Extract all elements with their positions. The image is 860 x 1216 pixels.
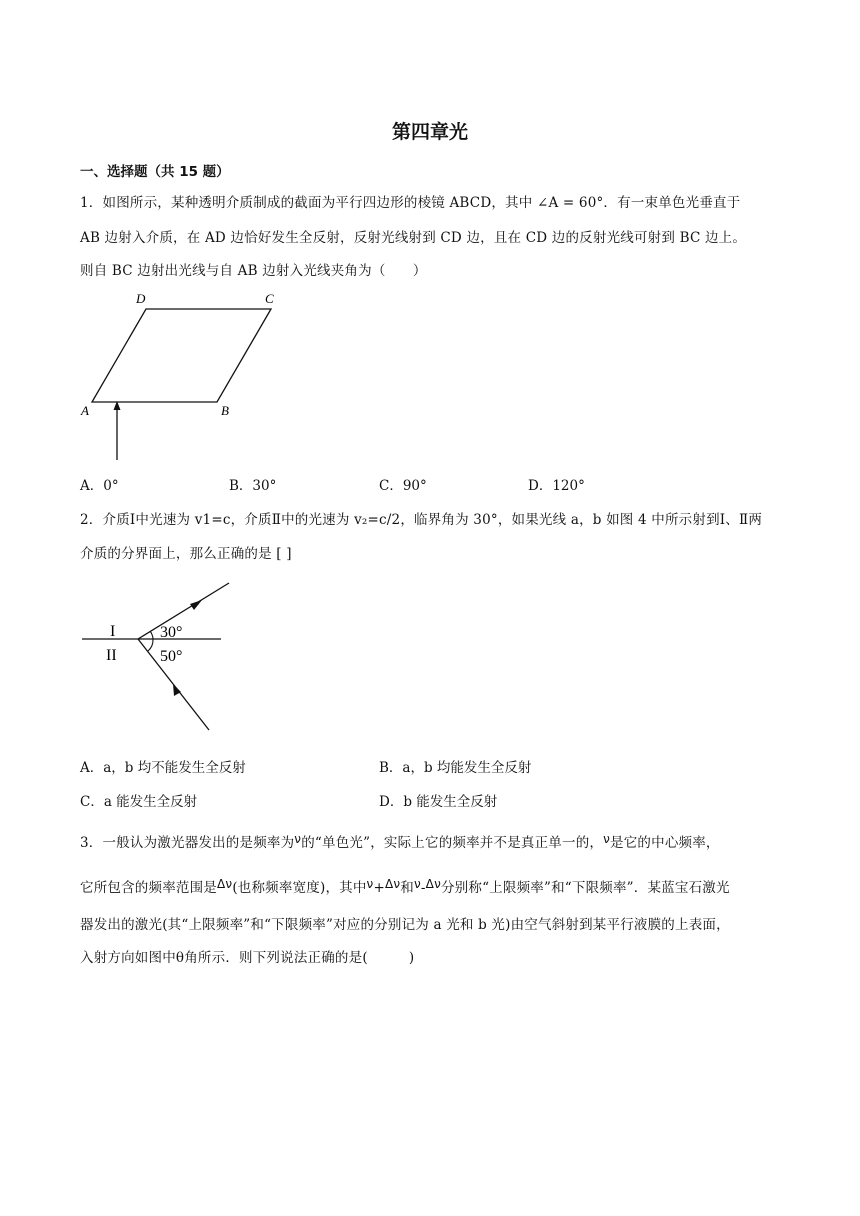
nu-symbol: ν [603, 832, 611, 846]
label-d: D [136, 291, 146, 306]
q1-parallelogram-figure [78, 288, 298, 466]
parallelogram-abcd [92, 309, 271, 402]
arrow-head-icon [173, 684, 181, 696]
q2-option-a: A．a，b 均不能发生全反射 [80, 760, 246, 776]
section-heading: 一、选择题（共 15 题） [80, 164, 230, 180]
q1-text-line-3: 则自 BC 边射出光线与自 AB 边射入光线夹角为（ ） [80, 263, 427, 279]
nu-symbol: ν [294, 832, 302, 846]
q1-option-c: C．90° [379, 478, 427, 494]
ray-a [138, 583, 229, 639]
q1-option-d: D．120° [528, 478, 585, 494]
angle-50-label: 50° [160, 648, 183, 665]
q1-option-a: A．0° [80, 478, 119, 494]
label-b: B [221, 403, 229, 418]
q3-text-line-4: 入射方向如图中θ角所示．则下列说法正确的是( ) [80, 950, 415, 966]
angle-arc-upper [150, 631, 153, 639]
q1-text-line-2: AB 边射入介质，在 AD 边恰好发生全反射，反射光线射到 CD 边，且在 CD 边的反射光线可射到 BC 边上。 [80, 230, 747, 246]
angle-arc-lower [148, 639, 153, 651]
q3-line2-part-b: (也称频率宽度)，其中 [232, 880, 367, 896]
q3-line2-part-a: 它所包含的频率范围是 [80, 880, 217, 896]
nu-symbol: ν [366, 877, 374, 891]
q2-text-line-2: 介质的分界面上，那么正确的是 [ ] [80, 546, 292, 562]
medium-i-label: I [110, 623, 116, 640]
delta-nu-symbol: Δν [425, 877, 441, 891]
and-word: 和 [400, 880, 414, 896]
q3-text-line-1 [80, 831, 720, 851]
q2-text-line-1: 2．介质Ⅰ中光速为 v1=c，介质Ⅱ中的光速为 v₂=c/2，临界角为 30°，如果光线 a，b 如图 4 中所示射到Ⅰ、Ⅱ两 [80, 512, 763, 528]
delta-nu-symbol: Δν [217, 877, 233, 891]
page-title: 第四章光 [391, 121, 468, 143]
q3-text-line-2 [80, 876, 730, 896]
q1-text-line-1: 1．如图所示，某种透明介质制成的截面为平行四边形的棱镜 ABCD，其中 ∠A = 60°．有一束单色光垂直于 [80, 195, 741, 211]
minus-sign: - [420, 880, 426, 896]
medium-ii-label: II [106, 647, 117, 664]
nu-symbol: ν [413, 877, 421, 891]
q3-line1-part-c: 是它的中心频率， [610, 835, 720, 851]
label-c: C [265, 291, 274, 306]
plus-sign: + [373, 880, 385, 896]
delta-nu-symbol: Δν [384, 877, 401, 891]
q2-interface-figure [78, 578, 238, 738]
angle-30-label: 30° [160, 624, 183, 641]
q2-option-b: B．a，b 均能发生全反射 [379, 760, 532, 776]
q1-option-b: B．30° [229, 478, 277, 494]
q3-text-line-3: 器发出的激光(其“上限频率”和“下限频率”对应的分别记为 a 光和 b 光)由空气斜射到某平行液膜的上表面， [80, 917, 730, 933]
q3-line1-part-a: 3．一般认为激光器发出的是频率为 [80, 835, 295, 851]
q3-line1-part-b: 的“单色光”，实际上它的频率并不是真正单一的， [301, 835, 604, 851]
q2-option-d: D．b 能发生全反射 [379, 794, 498, 810]
q2-option-c: C．a 能发生全反射 [80, 794, 198, 810]
q3-line2-part-c: 分别称“上限频率”和“下限频率”．某蓝宝石激光 [440, 880, 730, 896]
label-a: A [81, 403, 89, 418]
arrow-head-icon [190, 600, 202, 610]
